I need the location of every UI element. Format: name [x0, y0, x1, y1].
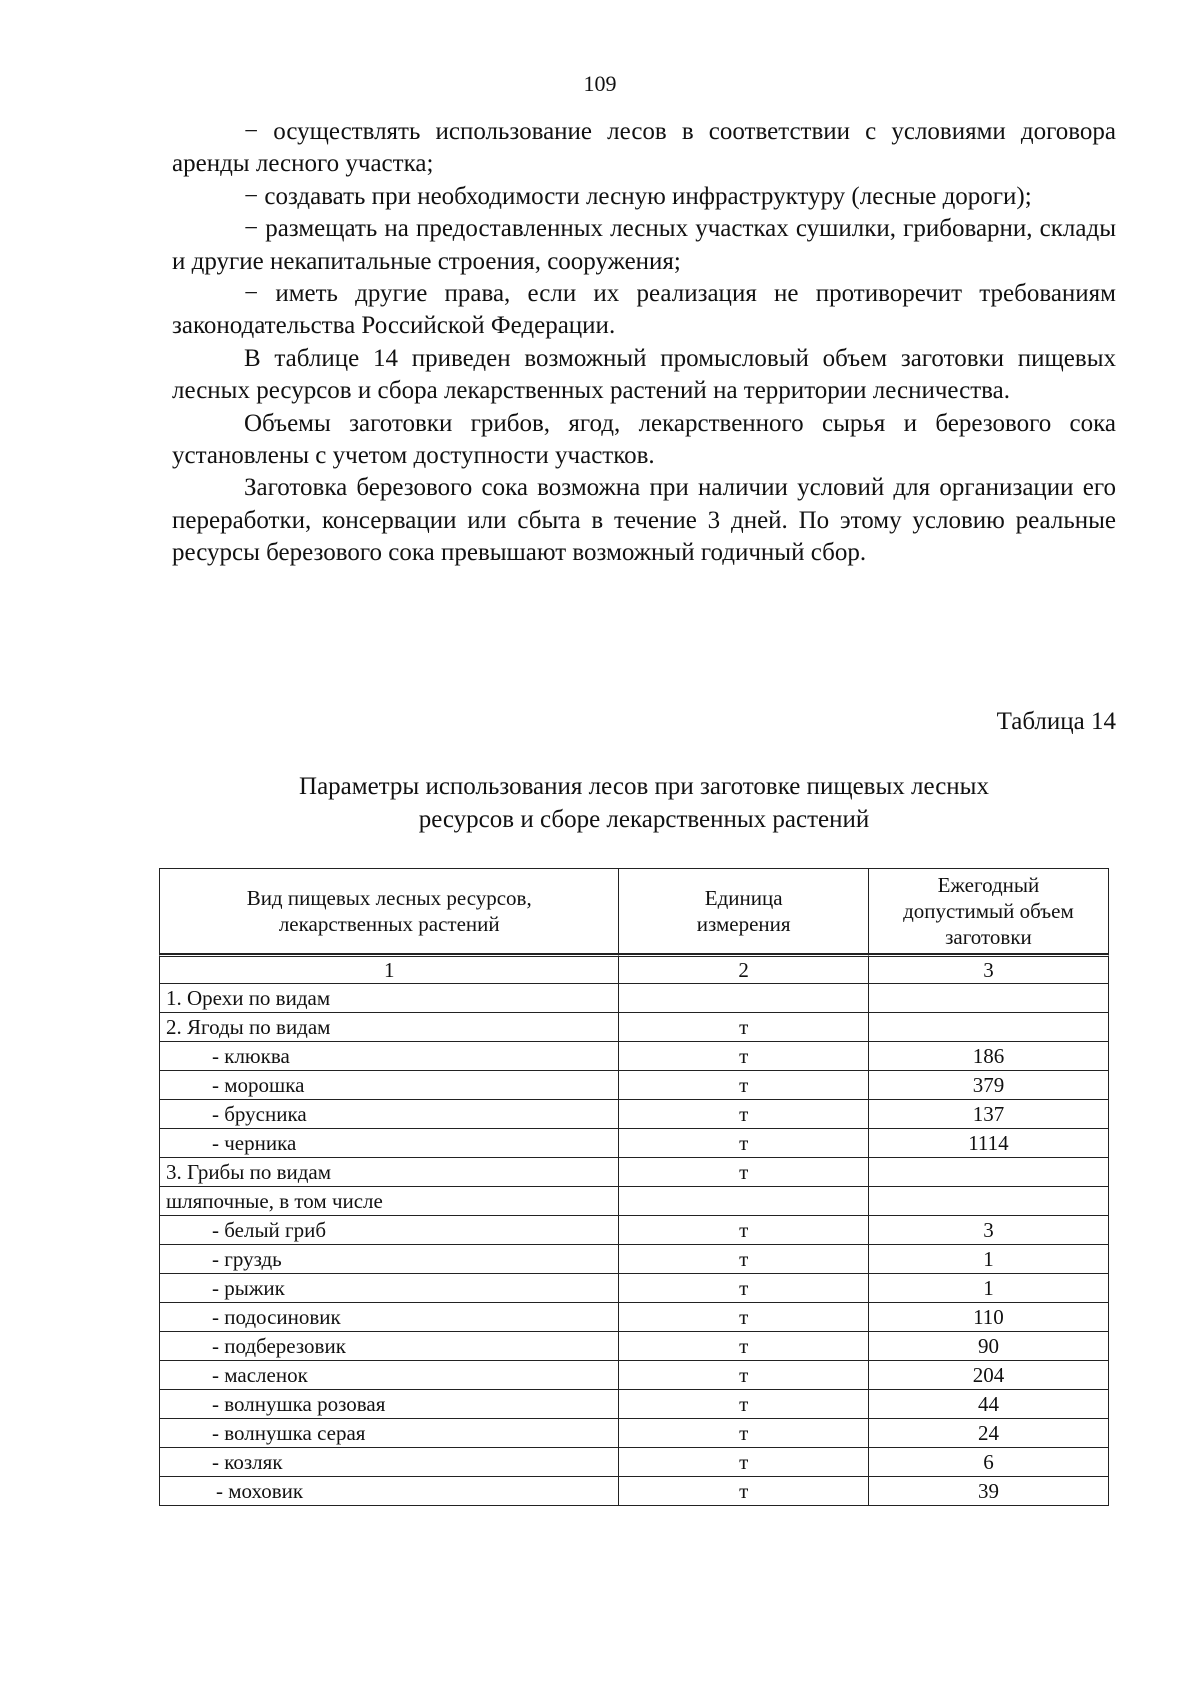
unit-cell: т — [619, 1042, 868, 1071]
volume-cell: 39 — [869, 1477, 1109, 1506]
volume-cell: 186 — [869, 1042, 1109, 1071]
table-row — [159, 1361, 1109, 1390]
resource-name-cell: - волнушка розовая — [159, 1390, 619, 1419]
resource-name-cell: - груздь — [159, 1245, 619, 1274]
volume-cell — [869, 1187, 1109, 1216]
paragraph: − осуществлять использование лесов в соответствии с условиями договора аренды лесного участка; — [172, 118, 1116, 178]
header-resource-type — [159, 868, 619, 954]
column-number: 3 — [869, 954, 1109, 984]
header-unit — [619, 868, 868, 954]
table-row — [159, 1390, 1109, 1419]
header-line: лекарственных растений — [278, 912, 500, 936]
volume-cell — [869, 1158, 1109, 1187]
page-number: 109 — [583, 71, 617, 96]
table-row — [159, 1216, 1109, 1245]
resource-name-cell: 3. Грибы по видам — [159, 1158, 619, 1187]
header-line: измерения — [696, 912, 791, 936]
table-title-line: Параметры использования лесов при заготовке пищевых лесных — [299, 773, 989, 800]
table-row — [159, 1419, 1109, 1448]
resource-name-cell: - подосиновик — [159, 1303, 619, 1332]
table-row — [159, 1477, 1109, 1506]
table-row — [159, 1042, 1109, 1071]
resource-name-cell: - волнушка серая — [159, 1419, 619, 1448]
unit-cell: т — [619, 1071, 868, 1100]
paragraph: В таблице 14 приведен возможный промысловый объем заготовки пищевых лесных ресурсов и сбора лекарственных растений на территории лесничества. — [172, 344, 1116, 405]
paragraph: Заготовка березового сока возможна при наличии условий для организации его переработки, консервации или сбыта в течение 3 дней. По этому условию реальные ресурсы березового сока превышают возможный годичный сбор. — [172, 474, 1116, 567]
resource-name-cell: 1. Орехи по видам — [159, 984, 619, 1013]
table-row — [159, 1448, 1109, 1477]
resource-name-cell: - морошка — [159, 1071, 619, 1100]
resource-name-cell: - подберезовик — [159, 1332, 619, 1361]
unit-cell: т — [619, 1361, 868, 1390]
header-line: Ежегодный — [937, 873, 1040, 897]
volume-cell: 44 — [869, 1390, 1109, 1419]
resource-name-cell: - клюква — [159, 1042, 619, 1071]
unit-cell: т — [619, 1390, 868, 1419]
header-annual-volume — [869, 868, 1109, 954]
volume-cell: 110 — [869, 1303, 1109, 1332]
unit-cell — [619, 984, 868, 1013]
table-row — [159, 1187, 1109, 1216]
resource-name-cell: - козляк — [159, 1448, 619, 1477]
unit-cell — [619, 1187, 868, 1216]
table-label: Таблица 14 — [996, 708, 1116, 735]
volume-cell: 1 — [869, 1274, 1109, 1303]
table-row — [159, 1013, 1109, 1042]
unit-cell: т — [619, 1477, 868, 1506]
unit-cell: т — [619, 1419, 868, 1448]
resource-name-cell: - рыжик — [159, 1274, 619, 1303]
paragraph: Объемы заготовки грибов, ягод, лекарственного сырья и березового сока установлены с учетом доступности участков. — [172, 409, 1116, 470]
column-number: 2 — [619, 954, 868, 984]
resource-name-cell: - моховик — [159, 1477, 619, 1506]
table-header-row — [159, 868, 1109, 954]
volume-cell — [869, 984, 1109, 1013]
volume-cell: 3 — [869, 1216, 1109, 1245]
table-row — [159, 1303, 1109, 1332]
header-line: Единица — [704, 886, 783, 910]
volume-cell — [869, 1013, 1109, 1042]
unit-cell: т — [619, 1216, 868, 1245]
unit-cell: т — [619, 1274, 868, 1303]
resources-table — [159, 868, 1109, 1506]
paragraph: − иметь другие права, если их реализация не противоречит требованиям законодательства Российской Федерации. — [172, 280, 1116, 340]
volume-cell: 379 — [869, 1071, 1109, 1100]
unit-cell: т — [619, 1332, 868, 1361]
table-body — [159, 984, 1109, 1506]
table-row — [159, 1071, 1109, 1100]
resource-name-cell: шляпочные, в том числе — [159, 1187, 619, 1216]
body-text — [172, 116, 1116, 570]
volume-cell: 204 — [869, 1361, 1109, 1390]
table-row — [159, 1100, 1109, 1129]
table-row — [159, 1158, 1109, 1187]
unit-cell: т — [619, 1303, 868, 1332]
column-number-row — [159, 954, 1109, 984]
volume-cell: 137 — [869, 1100, 1109, 1129]
unit-cell: т — [619, 1158, 868, 1187]
table-row — [159, 1332, 1109, 1361]
volume-cell: 24 — [869, 1419, 1109, 1448]
table-title — [172, 770, 1116, 836]
resource-name-cell: - белый гриб — [159, 1216, 619, 1245]
table-row — [159, 1129, 1109, 1158]
table-title-line: ресурсов и сборе лекарственных растений — [418, 806, 870, 833]
volume-cell: 90 — [869, 1332, 1109, 1361]
paragraph: − размещать на предоставленных лесных участках сушилки, грибоварни, склады и другие некапитальные строения, сооружения; — [172, 215, 1116, 275]
header-line: Вид пищевых лесных ресурсов, — [246, 886, 532, 910]
volume-cell: 6 — [869, 1448, 1109, 1477]
resource-name-cell: - брусника — [159, 1100, 619, 1129]
table-row — [159, 984, 1109, 1013]
resource-name-cell: - черника — [159, 1129, 619, 1158]
header-line: заготовки — [945, 925, 1032, 949]
resource-name-cell: 2. Ягоды по видам — [159, 1013, 619, 1042]
unit-cell: т — [619, 1129, 868, 1158]
unit-cell: т — [619, 1100, 868, 1129]
volume-cell: 1 — [869, 1245, 1109, 1274]
unit-cell: т — [619, 1013, 868, 1042]
volume-cell: 1114 — [869, 1129, 1109, 1158]
paragraph: − создавать при необходимости лесную инфраструктуру (лесные дороги); — [244, 182, 1032, 210]
column-number: 1 — [159, 954, 619, 984]
table-row — [159, 1245, 1109, 1274]
header-line: допустимый объем — [903, 899, 1074, 923]
table-row — [159, 1274, 1109, 1303]
resource-name-cell: - масленок — [159, 1361, 619, 1390]
unit-cell: т — [619, 1245, 868, 1274]
unit-cell: т — [619, 1448, 868, 1477]
